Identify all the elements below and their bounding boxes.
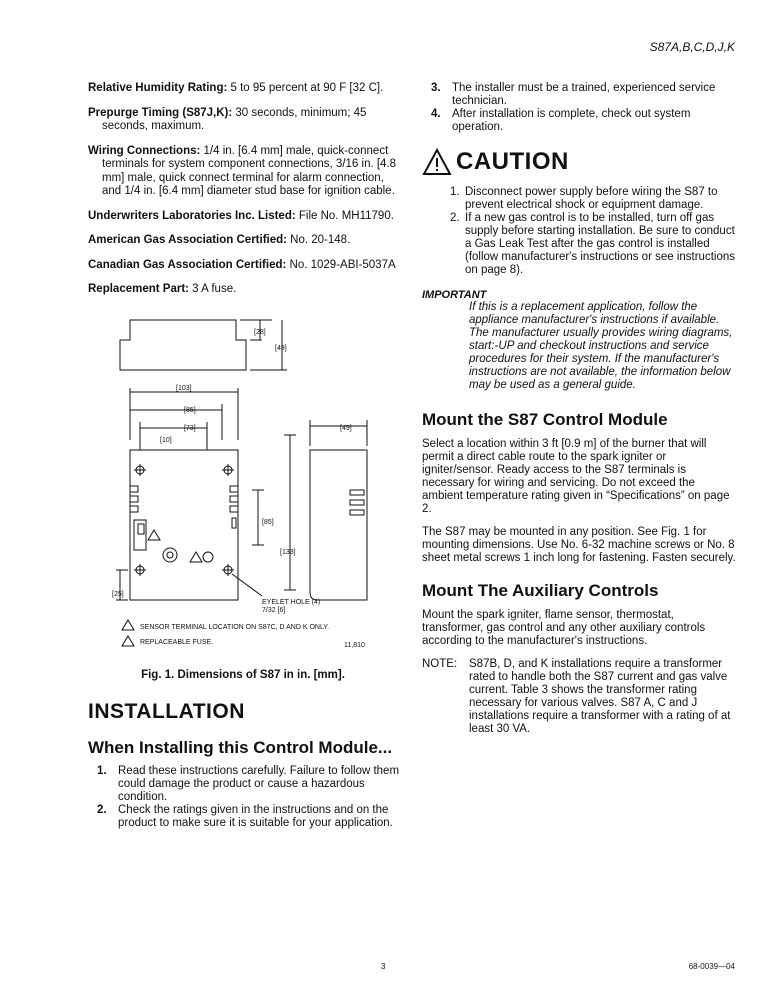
eyelet-label: EYELET HOLE (4) — [262, 599, 321, 606]
page-number: 3 — [381, 962, 386, 971]
caution-title: CAUTION — [456, 148, 569, 175]
spec-ul: Underwriters Laboratories Inc. Listed: File No. MH11790. — [88, 209, 394, 222]
dim-width-small: [10] — [160, 437, 172, 444]
list-item: 4. After installation is complete, check out system operation. — [431, 108, 691, 133]
mount-module-p1: Select a location within 3 ft [0.9 m] of the burner that will permit a direct cable route to the spark igniter or igniter/sensor. Ready access to the S87 terminals is necessary for wiring and servicing. Do not exceed the ambient temperature rating given in “Specifications” on page 2. — [422, 438, 730, 515]
mount-aux-note — [422, 658, 738, 736]
list-item: 3. The installer must be a trained, experienced service technician. — [431, 82, 716, 107]
important-label: IMPORTANT — [422, 289, 487, 301]
mount-module-title: Mount the S87 Control Module — [422, 410, 668, 429]
warning-triangle-icon — [422, 148, 452, 176]
figure-note-2: REPLACEABLE FUSE. — [140, 639, 214, 646]
dimension-drawing — [112, 300, 372, 650]
installation-subtitle: When Installing this Control Module... — [88, 738, 393, 757]
mount-aux-p1: Mount the spark igniter, flame sensor, thermostat, transformer, gas control and any other auxiliary controls according to the manufacturer's instructions. — [422, 609, 706, 647]
dim-height-mid: [85] — [262, 519, 274, 526]
dim-top-height: [28] — [254, 329, 266, 336]
mount-module-p2: The S87 may be mounted in any position. See Fig. 1 for mounting dimensions. Use No. 6-32 machine screws or No. 8 sheet metal screws 1 inch long for fastening. Fasten securely. — [422, 526, 736, 564]
figure-caption: Fig. 1. Dimensions of S87 in in. [mm]. — [141, 669, 345, 681]
caution-heading — [422, 148, 738, 176]
spec-humidity: Relative Humidity Rating: 5 to 95 percent at 90 F [32 C]. — [88, 82, 384, 94]
important-text: If this is a replacement application, follow the appliance manufacturer's instructions if available. The manufacturer usually provides wiring diagrams, start:-UP and checkout instructions and service procedures for their system. If the manufacturer's instructions are not available, the information below may be used as a general guide. — [469, 301, 733, 391]
dim-width-total: [103] — [176, 385, 192, 392]
dim-width-mid: [85] — [184, 407, 196, 414]
list-item: 2. If a new gas control is to be installed, turn off gas supply before starting installation. Be sure to conduct a Gas Leak Test after the gas control is installed (follow manufacturer's instructions or see instructions on page 8). — [450, 212, 735, 276]
note-text: S87B, D, and K installations require a transformer rated to handle both the S87 current and gas valve current. Table 3 shows the transformer rating necessary for various valves. S87 A, C and J installations require a transformer with a rating of at least 30 VA. — [469, 658, 731, 735]
dim-height-bottom: [25] — [112, 591, 124, 598]
dimension-figure — [112, 300, 372, 650]
dim-top-total: [49] — [275, 345, 287, 352]
dim-depth: [49] — [340, 425, 352, 432]
figure-note-1: SENSOR TERMINAL LOCATION ON S87C, D AND K ONLY. — [140, 624, 330, 631]
installation-title: INSTALLATION — [88, 700, 245, 723]
caution-list — [450, 186, 738, 277]
figure-id: 11,810 — [344, 642, 365, 649]
mount-aux-title: Mount The Auxiliary Controls — [422, 581, 659, 600]
installation-steps-left — [88, 765, 406, 830]
document-number: 68-0039—04 — [688, 962, 735, 971]
list-item: 2. Check the ratings given in the instructions and on the product to make sure it is suitable for your application. — [97, 804, 393, 829]
top-view-outline — [120, 320, 246, 370]
spec-cga: Canadian Gas Association Certified: No. 1029-ABI-5037A — [88, 258, 396, 271]
spec-replacement: Replacement Part: 3 A fuse. — [88, 283, 237, 295]
dim-width-inner: [73] — [184, 425, 196, 432]
note-label: NOTE: — [422, 658, 458, 670]
dim-height-total: [133] — [280, 549, 296, 556]
list-item: 1. Disconnect power supply before wiring the S87 to prevent electrical shock or equipment damage. — [450, 186, 718, 211]
list-item: 1. Read these instructions carefully. Failure to follow them could damage the product or cause a hazardous condition. — [97, 765, 400, 803]
spec-prepurge: Prepurge Timing (S87J,K): 30 seconds, minimum; 45 seconds, maximum. — [88, 106, 367, 132]
header-model: S87A,B,C,D,J,K — [649, 40, 735, 54]
right-column — [422, 82, 738, 736]
installation-steps-right — [422, 82, 738, 134]
side-view-outline — [310, 450, 367, 600]
spec-aga: American Gas Association Certified: No. 20-148. — [88, 234, 351, 246]
specs-section — [88, 82, 406, 308]
eyelet-size: 7/32 [6] — [262, 607, 286, 614]
spec-wiring: Wiring Connections: 1/4 in. [6.4 mm] male, quick-connect terminals for system component connections, 3/16 in. [4.8 mm] male, quick connect terminal for alarm connection, and 1/4 in. [6.4 mm] diameter stud base for ignition cable. — [88, 144, 397, 197]
